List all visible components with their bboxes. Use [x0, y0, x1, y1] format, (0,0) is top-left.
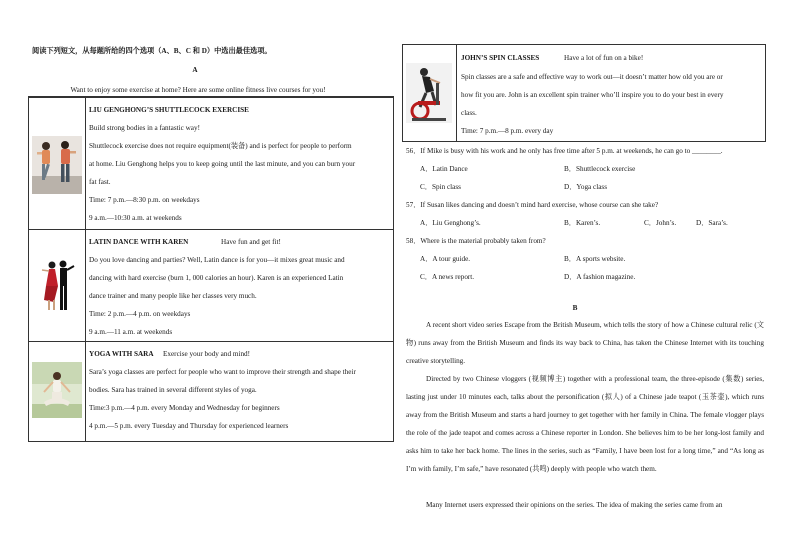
course-row-latin-dance — [29, 229, 393, 342]
table-divider — [456, 45, 457, 141]
course-time: 4 p.m.—5 p.m. every Tuesday and Thursday for experienced learners — [89, 422, 289, 430]
spin-title: JOHN’S SPIN CLASSES — [461, 54, 540, 62]
spin-line: how fit you are. John is an excellent spin trainer who’ll inspire you to do your best in every — [461, 91, 724, 99]
option: D．Sara’s. — [696, 219, 728, 227]
option: A．A tour guide. — [420, 255, 471, 263]
course-line: Build strong bodies in a fantastic way! — [89, 124, 200, 132]
course-time: Time: 2 p.m.—4 p.m. on weekdays — [89, 310, 191, 318]
paragraph: Directed by two Chinese vloggers (视频博主) together with a professional team, the three-episode (集数) series, lasting just under 10 minutes each, talks about the personification (拟人) of a Chinese jade teapot (玉茶壶), which runs away from the British Museum and starts a hard journey to get together with her family in China. The female vlogger plays the role of the jade teapot and comes across a Chinese reporter in London. She believes him to be her long-lost family and asks him to take her back home. The lines in the series, such as “Family, I have been lost for a long time,” and “As long as I’m with family, I’m safe,” have resonated (共鸣) deeply with people who watch them. — [406, 375, 764, 473]
paragraph: Many Internet users expressed their opinions on the series. The idea of making the series came from an — [426, 501, 723, 509]
course-title: LATIN DANCE WITH KAREN — [89, 238, 189, 246]
option: B．A sports website. — [564, 255, 626, 263]
course-table — [28, 96, 394, 442]
option: B．Shuttlecock exercise — [564, 165, 636, 173]
course-line: Shuttlecock exercise does not require equipment(装备) and is perfect for people to perform — [89, 142, 352, 150]
course-time: Time: 7 p.m.—8:30 p.m. on weekdays — [89, 196, 200, 204]
section-b-heading: B — [572, 304, 578, 312]
question-56: 56．If Mike is busy with his work and he only has free time after 5 p.m. at weekends, he can go to ________. — [406, 147, 723, 155]
course-line: dance trainer and many people like her classes very much. — [89, 292, 257, 300]
course-time: 9 a.m.—10:30 a.m. at weekends — [89, 214, 182, 222]
man-on-spin-bike-photo — [406, 63, 452, 128]
course-line: Do you love dancing and parties? Well, Latin dance is for you—it mixes great music and — [89, 256, 345, 264]
option: B．Karen’s. — [564, 219, 601, 227]
paragraph: A recent short video series Escape from the British Museum, which tells the story of how a Chinese cultural relic (文物) runs away from the British Museum and finds its way back to China, has taken the Chinese Internet with its touching creative storytelling. — [406, 321, 764, 365]
course-title: YOGA WITH SARA — [89, 350, 154, 358]
course-subtitle: Exercise your body and mind! — [163, 350, 251, 358]
course-time: Time:3 p.m.—4 p.m. every Monday and Wednesday for beginners — [89, 404, 280, 412]
option: C．A news report. — [420, 273, 475, 281]
lead-text: Want to enjoy some exercise at home? Here are some online fitness live courses for you! — [70, 86, 326, 94]
course-subtitle: Have fun and get fit! — [221, 238, 281, 246]
course-row-yoga — [29, 341, 393, 443]
option: A．Liu Genghong’s. — [420, 219, 481, 227]
two-people-exercising-photo — [32, 136, 82, 199]
spin-time: Time: 7 p.m.—8 p.m. every day — [461, 127, 554, 135]
option: C．Spin class — [420, 183, 461, 191]
option: C．John’s. — [644, 219, 677, 227]
spin-subtitle: Have a lot of fun on a bike! — [564, 54, 644, 62]
course-line: fat fast. — [89, 178, 111, 186]
course-row-shuttlecock — [29, 97, 393, 230]
option: A．Latin Dance — [420, 165, 468, 173]
course-line: at home. Liu Genghong helps you to keep going until the last minute, and you can burn your — [89, 160, 356, 168]
instruction-text: 阅读下列短文，从每题所给的四个选项（A、B、C 和 D）中选出最佳选项。 — [32, 47, 272, 55]
yoga-woman-photo — [32, 362, 82, 423]
option: D．A fashion magazine. — [564, 273, 636, 281]
course-title: LIU GENGHONG’S SHUTTLECOCK EXERCISE — [89, 106, 249, 114]
question-58: 58．Where is the material probably taken from? — [406, 237, 546, 245]
course-line: bodies. Sara has trained in several different styles of yoga. — [89, 386, 257, 394]
latin-dancers-photo — [34, 256, 80, 319]
course-line: dancing with hard exercise (burn 1, 000 calories an hour). Karen is an experienced Latin — [89, 274, 344, 282]
option: D．Yoga class — [564, 183, 607, 191]
question-57: 57．If Susan likes dancing and doesn’t mind hard exercise, whose course can she take? — [406, 201, 659, 209]
spin-class-box — [402, 44, 766, 142]
spin-line: Spin classes are a safe and effective way to work out—it doesn’t matter how old you are or — [461, 73, 723, 81]
course-line: Sara’s yoga classes are perfect for people who want to improve their strength and shape their — [89, 368, 356, 376]
spin-line: class. — [461, 109, 477, 117]
section-a-heading: A — [192, 66, 198, 74]
course-time: 9 a.m.—11 a.m. at weekends — [89, 328, 173, 336]
